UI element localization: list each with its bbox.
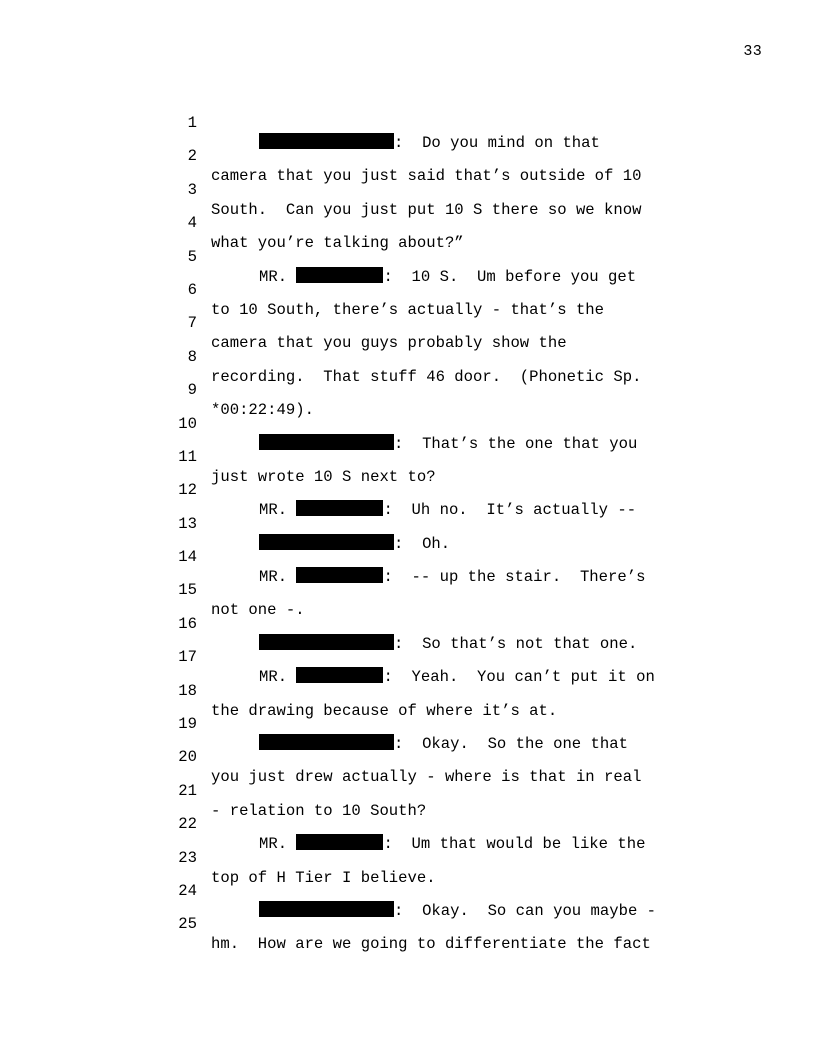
transcript-line (0, 828, 816, 887)
transcript-line (0, 394, 816, 453)
line-text: camera that you just said that’s outside of 10 (211, 167, 642, 186)
transcript-line (0, 427, 816, 486)
transcript-line (0, 93, 816, 152)
line-text: you just drew actually - where is that in real (211, 768, 642, 787)
line-text: recording. That stuff 46 door. (Phonetic Sp. (211, 367, 642, 386)
line-text: not one -. (211, 601, 305, 620)
transcript-line (0, 160, 816, 219)
line-number: 1 (187, 114, 197, 132)
line-number: 10 (178, 414, 197, 433)
transcript-line (0, 661, 816, 720)
line-number: 13 (178, 514, 197, 533)
transcript-line (0, 794, 816, 854)
line-text: the drawing because of where it’s at. (211, 701, 558, 720)
line-text: top of H Tier I believe. (211, 868, 436, 887)
transcript-line (0, 894, 816, 954)
line-number: 6 (187, 280, 197, 299)
line-number: 22 (178, 815, 197, 834)
utterance-text: : 10 S. Um before you get (383, 267, 637, 286)
line-text: South. Can you just put 10 S there so we know (211, 200, 642, 219)
transcript-line (0, 527, 816, 587)
line-number: 9 (187, 381, 197, 400)
line-number: 11 (178, 447, 197, 466)
line-text: to 10 South, there’s actually - that’s the (211, 300, 605, 319)
line-text: - relation to 10 South? (211, 801, 427, 820)
transcript-line (0, 861, 816, 920)
line-number: 4 (187, 214, 197, 233)
transcript-line (0, 494, 816, 553)
transcript-line (0, 327, 816, 386)
line-number: 21 (178, 781, 197, 800)
line-text: *00:22:49). (211, 401, 314, 420)
utterance-text: : That’s the one that you (394, 434, 638, 453)
line-number: 15 (178, 581, 197, 600)
line-text: hm. How are we going to differentiate the fact (211, 935, 651, 954)
line-number: 19 (178, 715, 197, 734)
utterance-text: : Yeah. You can’t put it on (383, 668, 655, 687)
transcript-line (0, 360, 816, 420)
utterance-text: : Um that would be like the (383, 835, 646, 854)
transcript-line (0, 126, 816, 186)
line-number: 24 (178, 881, 197, 900)
utterance-text: : Uh no. It’s actually -- (383, 501, 637, 520)
line-text: what you’re talking about?” (211, 234, 464, 253)
line-number: 20 (178, 748, 197, 767)
utterance-text: : -- up the stair. There’s (383, 568, 646, 587)
line-number: 17 (178, 648, 197, 667)
utterance-text: : Do you mind on that (394, 134, 600, 152)
speaker-prefix: MR. (259, 668, 297, 687)
line-number: 14 (178, 548, 197, 567)
transcript-line (0, 293, 816, 353)
transcript-line (0, 193, 816, 253)
transcript-line (0, 260, 816, 319)
line-number: 8 (187, 347, 197, 366)
transcript-line (0, 560, 816, 620)
line-number: 2 (187, 147, 197, 166)
line-number: 3 (187, 180, 197, 199)
line-number: 7 (187, 314, 197, 333)
speaker-prefix: MR. (259, 267, 297, 286)
line-number: 18 (178, 681, 197, 700)
line-number: 25 (178, 915, 197, 934)
utterance-text: : So that’s not that one. (394, 634, 638, 653)
line-number: 23 (178, 848, 197, 867)
speaker-prefix: MR. (259, 501, 297, 520)
utterance-text: : Oh. (394, 534, 451, 553)
utterance-text: : Okay. So can you maybe - (394, 901, 657, 920)
transcript-line (0, 761, 816, 820)
transcript-line (0, 627, 816, 687)
line-text: camera that you guys probably show the (211, 334, 567, 353)
utterance-text: : Okay. So the one that (394, 735, 628, 754)
transcript-body (0, 93, 816, 954)
transcript-line (0, 694, 816, 754)
speaker-prefix: MR. (259, 568, 297, 587)
transcript-line (0, 227, 816, 286)
transcript-line (0, 594, 816, 653)
page-number: 33 (743, 43, 762, 60)
line-text: just wrote 10 S next to? (211, 467, 436, 486)
line-number: 5 (187, 247, 197, 266)
transcript-line (0, 727, 816, 787)
line-number: 16 (178, 614, 197, 633)
speaker-prefix: MR. (259, 835, 297, 854)
line-number: 12 (178, 481, 197, 500)
transcript-line (0, 460, 816, 520)
